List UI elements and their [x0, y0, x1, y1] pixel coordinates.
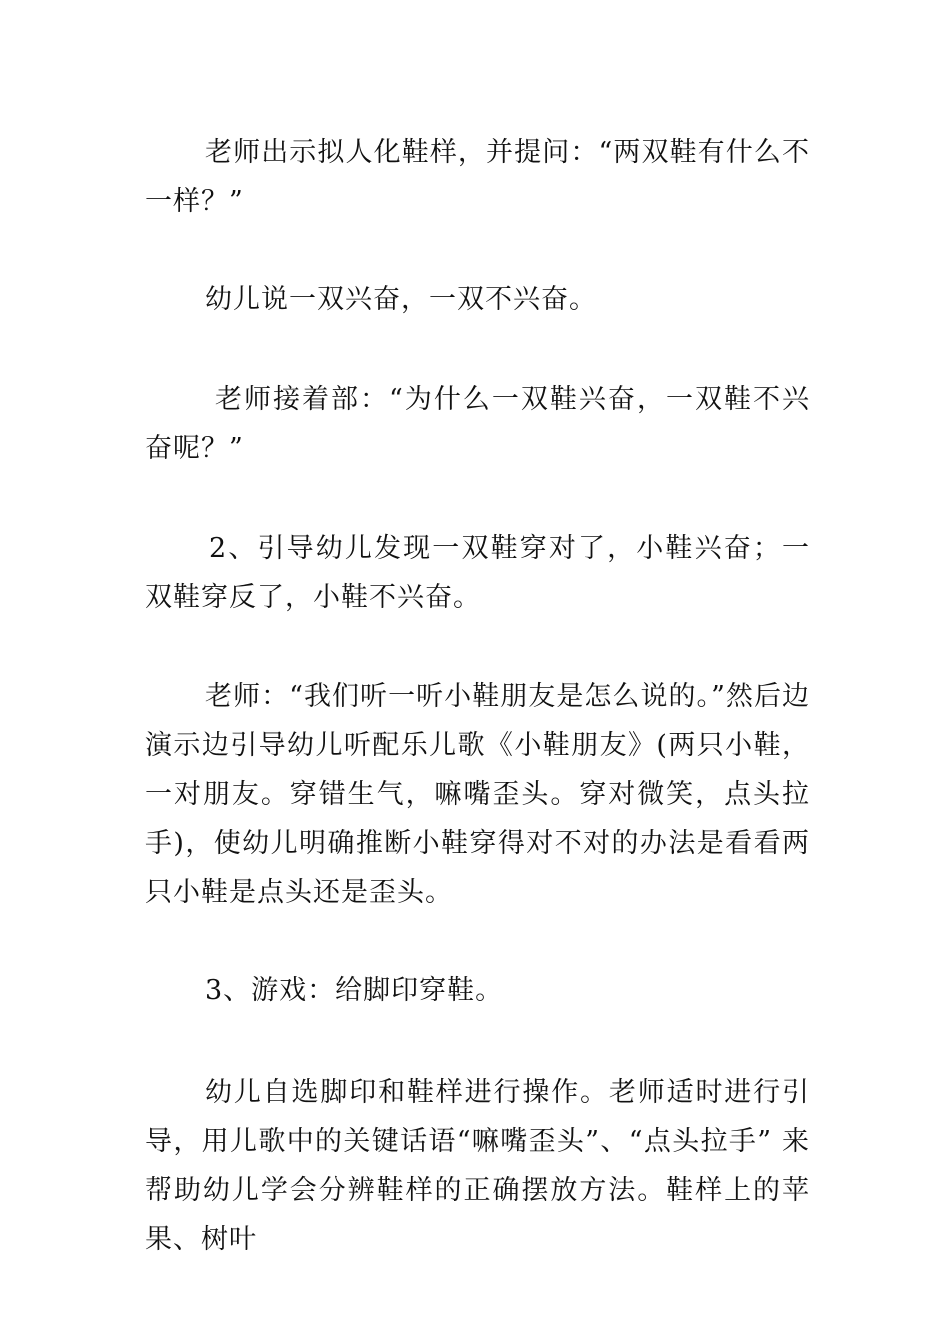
paragraph-teacher-shows-shoes: 老师出示拟人化鞋样，并提问：“两双鞋有什么不一样？”	[145, 137, 810, 217]
paragraph-step-2: 2、引导幼儿发现一双鞋穿对了，小鞋兴奋；一双鞋穿反了，小鞋不兴奋。	[145, 533, 810, 613]
paragraph-nursery-rhyme: 老师：“我们听一听小鞋朋友是怎么说的。”然后边演示边引导幼儿听配乐儿歌《小鞋朋友》(两只小鞋，一对朋友。穿错生气，嘛嘴歪头。穿对微笑，点头拉手)，使幼儿明确推断小鞋穿得对不对的办法是看看两只小鞋是点头还是歪头。	[145, 681, 810, 908]
paragraph-children-operate: 幼儿自选脚印和鞋样进行操作。老师适时进行引导，用儿歌中的关键话语“嘛嘴歪头”、“点头拉手” 来帮助幼儿学会分辨鞋样的正确摆放方法。鞋样上的苹果、树叶	[145, 1077, 810, 1255]
paragraph-step-3-game: 3、游戏：给脚印穿鞋。	[205, 975, 504, 1006]
paragraph-teacher-asks-why: 老师接着部：“为什么一双鞋兴奋，一双鞋不兴奋呢？”	[145, 384, 810, 464]
paragraph-children-answer: 幼儿说一双兴奋，一双不兴奋。	[205, 284, 597, 315]
